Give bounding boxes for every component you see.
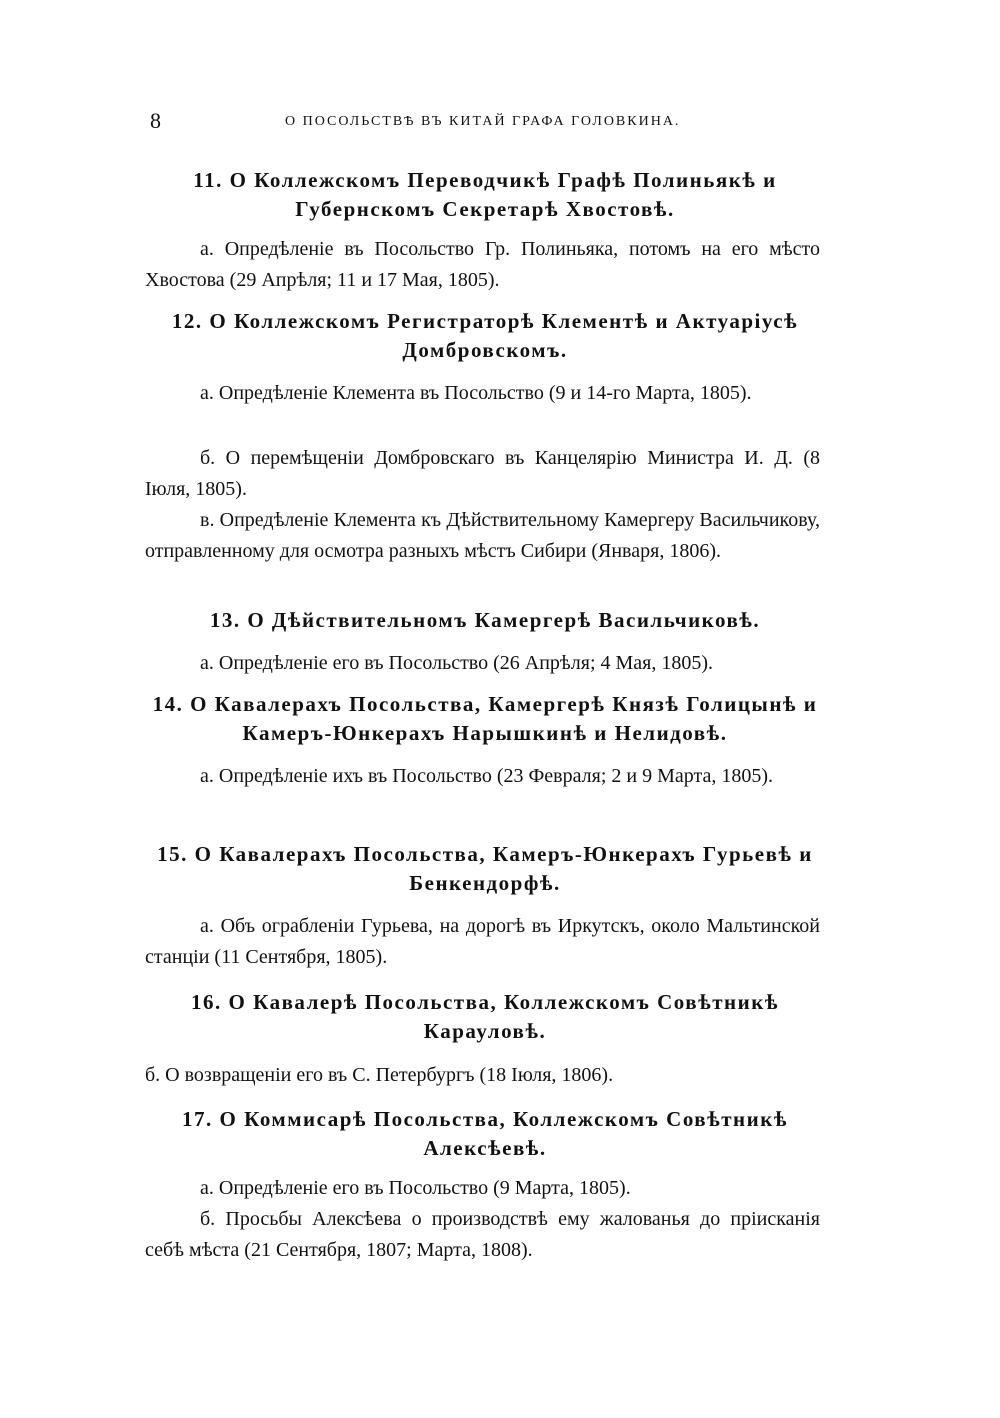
- entry-paragraph: б. О возвращеніи его въ С. Петербургъ (18 Іюля, 1806).: [145, 1064, 614, 1086]
- entry-paragraph: а. Опредѣленіе Клемента въ Посольство (9 и 14-го Марта, 1805).: [200, 382, 752, 404]
- section-heading: 15. О Кавалерахъ Посольства, Камеръ-Юнкерахъ Гурьевѣ и Бенкендорфѣ.: [157, 842, 813, 895]
- entry-paragraph: а. Объ ограбленіи Гурьева, на дорогѣ въ Иркутскъ, около Мальтинской станціи (11 Сентября, 1805).: [145, 915, 820, 968]
- entry-paragraph: в. Опредѣленіе Клемента къ Дѣйствительному Камергеру Васильчикову, отправленному для осмотра разныхъ мѣстъ Сибири (Января, 1806).: [145, 509, 820, 562]
- section-heading: 13. О Дѣйствительномъ Камергерѣ Васильчиковѣ.: [209, 608, 761, 632]
- entry-paragraph: б. Просьбы Алексѣева о производствѣ ему жалованья до пріисканія себѣ мѣста (21 Сентября, 1807; Марта, 1808).: [145, 1208, 820, 1261]
- page-number: 8: [150, 108, 161, 133]
- entry-paragraph: а. Опредѣленіе въ Посольство Гр. Полиньяка, потомъ на его мѣсто Хвостова (29 Апрѣля; 11 и 17 Мая, 1805).: [145, 238, 820, 291]
- entry-paragraph: а. Опредѣленіе ихъ въ Посольство (23 Февраля; 2 и 9 Марта, 1805).: [200, 765, 774, 787]
- section-heading: 12. О Коллежскомъ Регистраторѣ Клементѣ и Актуаріусѣ Домбровскомъ.: [171, 309, 799, 362]
- section-heading: 16. О Кавалерѣ Посольства, Коллежскомъ Совѣтникѣ Карауловѣ.: [191, 990, 779, 1043]
- running-title: О ПОСОЛЬСТВѢ ВЪ КИТАЙ ГРАФА ГОЛОВКИНА.: [285, 114, 681, 129]
- entry-paragraph: а. Опредѣленіе его въ Посольство (26 Апрѣля; 4 Мая, 1805).: [200, 652, 714, 674]
- entry-paragraph: а. Опредѣленіе его въ Посольство (9 Марта, 1805).: [200, 1177, 631, 1199]
- entry-paragraph: б. О перемѣщеніи Домбровскаго въ Канцелярію Министра И. Д. (8 Іюля, 1805).: [145, 447, 820, 500]
- section-heading: 17. О Коммисарѣ Посольства, Коллежскомъ Совѣтникѣ Алексѣевѣ.: [182, 1107, 788, 1160]
- section-heading: 11. О Коллежскомъ Переводчикѣ Графѣ Полиньякѣ и Губернскомъ Секретарѣ Хвостовѣ.: [193, 168, 777, 221]
- section-heading: 14. О Кавалерахъ Посольства, Камергерѣ Князѣ Голицынѣ и Камеръ-Юнкерахъ Нарышкинѣ и Нелидовѣ.: [152, 692, 818, 745]
